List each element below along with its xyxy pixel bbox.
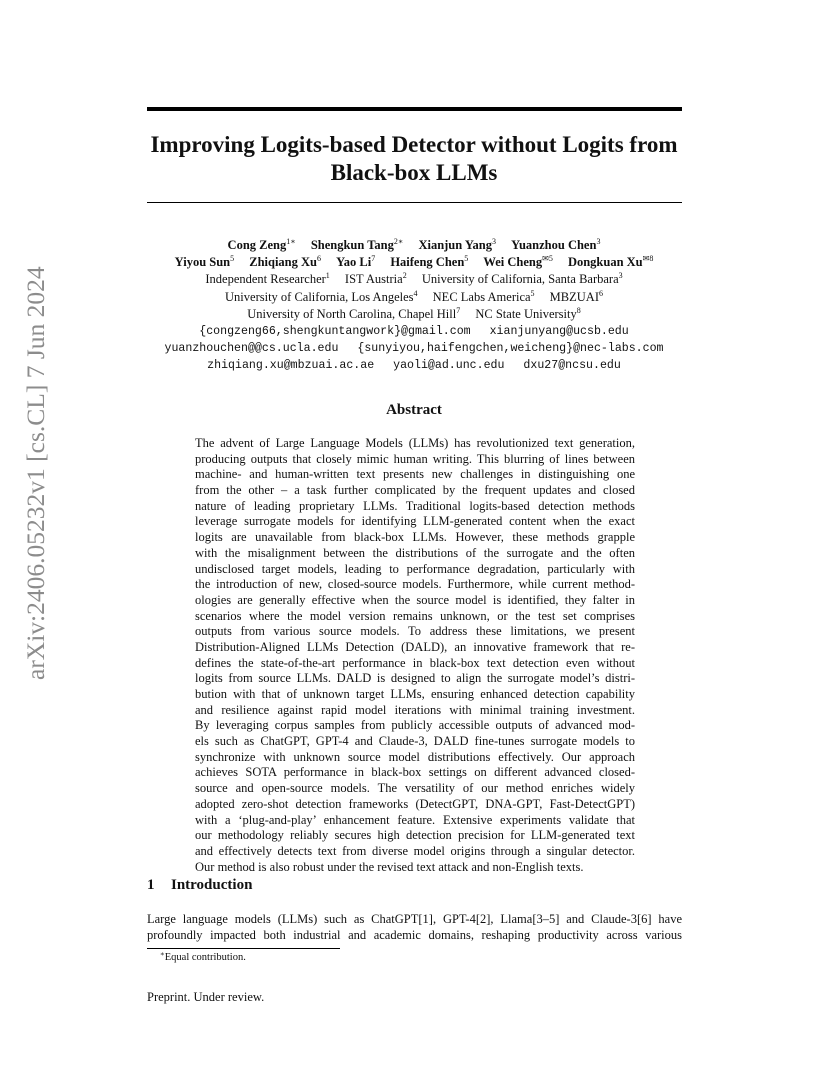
affiliation-mark: 8 [576, 305, 581, 315]
text-line: the introduction of new, closed-source models. Furthermore, while current method- [195, 577, 635, 592]
author-mark: ✉8 [642, 254, 654, 264]
text-line: logits from source LLMs. DALD is designed to align the surrogate model’s distri- [195, 671, 635, 686]
abstract-body [195, 436, 635, 875]
email-row-2 [100, 340, 728, 357]
text-line: nature of leading proprietary LLMs. Traditional logits-based detection methods [195, 498, 635, 513]
affiliation: IST Austria [344, 272, 403, 287]
author-name: Haifeng Chen [390, 255, 465, 270]
text-line: producing outputs that closely mimic human writing. This blurring of lines between [195, 451, 635, 466]
affiliation-mark: 5 [530, 288, 535, 298]
affiliation-mark: 7 [456, 305, 461, 315]
affiliation-mark: 6 [598, 288, 603, 298]
affiliation: NC State University [475, 306, 577, 321]
text-line: adopted zero-shot detection frameworks (DetectGPT, DNA-GPT, Fast-DetectGPT) [195, 796, 635, 811]
affiliation: MBZUAI [549, 289, 599, 304]
text-line: outputs from various source models. To address these limitations, we present [195, 624, 635, 639]
author-mark: 5 [464, 254, 469, 264]
email: yaoli@ad.unc.edu [393, 359, 505, 373]
author-name: Yiyou Sun [174, 255, 231, 270]
text-line: defines the state-of-the-art performance in black-box text detection even without [195, 655, 635, 670]
text-line: By leveraging corpus samples from publicly accessible outputs of advanced mod- [195, 718, 635, 733]
title-line-2: Black-box LLMs [330, 160, 498, 185]
affiliation-row-3 [100, 306, 728, 323]
arxiv-identifier: arXiv:2406.05232v1 [cs.CL] 7 Jun 2024 [21, 266, 50, 680]
author-mark: 7 [371, 254, 376, 264]
text-line: Our method is also robust under the revised text attack and non-English texts. [195, 859, 584, 874]
intro-paragraph [147, 911, 682, 943]
author-mark: 3 [491, 237, 496, 246]
footnote-rule [147, 948, 340, 949]
footnote [160, 952, 246, 963]
author-mark: 5 [230, 254, 235, 264]
email: zhiqiang.xu@mbzuai.ac.ae [207, 359, 375, 373]
affiliation: University of North Carolina, Chapel Hill [247, 306, 457, 321]
abstract-heading: Abstract [386, 402, 442, 418]
author-mark: 6 [317, 254, 321, 264]
text-line: with the misalignment between the distributions of the surrogate and the often [195, 545, 635, 560]
author-row-2 [100, 254, 728, 271]
paper-title [100, 131, 728, 187]
affiliation-mark: 1 [325, 271, 330, 281]
author-name: Wei Cheng [483, 255, 543, 270]
affiliation-row-1 [100, 271, 728, 288]
author-name: Yao Li [336, 255, 372, 270]
text-line: ologies are generally effective when the source model is identified, they falter in [195, 592, 635, 607]
preprint-notice: Preprint. Under review. [147, 990, 265, 1004]
author-row-1 [100, 237, 728, 254]
author-name: Cong Zeng [227, 238, 287, 252]
footnote-mark: ∗ [160, 950, 165, 958]
email: {sunyiyou,haifengchen,weicheng}@nec-labs.com [357, 342, 664, 356]
section-title: Introduction [171, 877, 253, 893]
text-line: bution with that of unknown target LLMs, ensuring enhanced detection capability [195, 687, 635, 701]
text-line: synchronize with unknown source model distributions effectively. Our approach [195, 749, 635, 764]
affiliation: NEC Labs America [432, 289, 531, 304]
text-line: source and open-source models. The versatility of our method enriches widely [195, 781, 635, 796]
text-line: Large language models (LLMs) such as ChatGPT[1], GPT-4[2], Llama[3–5] and Claude-3[6] have [147, 912, 682, 926]
author-name: Xianjun Yang [418, 238, 492, 252]
email: xianjunyang@ucsb.edu [489, 325, 629, 339]
text-line: logits are unavailable from black-box LLMs. However, these methods grapple [195, 530, 635, 545]
footnote-text: Equal contribution. [164, 952, 246, 963]
text-line: machine- and human-written text presents new challenges in distinguishing one [195, 467, 635, 482]
affiliation: Independent Researcher [205, 272, 326, 287]
affiliation: University of California, Los Angeles [225, 289, 414, 304]
section-number: 1 [147, 877, 155, 893]
text-line: achieves SOTA performance in black-box settings on different advanced closed- [195, 765, 635, 780]
text-line: with a ‘plug-and-play’ enhancement feature. Extensive experiments validate that [195, 812, 635, 827]
text-line: leverage surrogate models for identifying LLM-generated content when the exact [195, 514, 635, 529]
title-top-rule [147, 107, 682, 111]
text-line: scenarios where the model version remains unknown, or the test set comprises [195, 608, 635, 623]
email: {congzeng66,shengkuntangwork}@gmail.com [199, 325, 471, 339]
author-name: Dongkuan Xu [567, 255, 643, 270]
author-block [100, 237, 728, 375]
author-name: Yuanzhou Chen [511, 238, 597, 252]
email: yuanzhouchen@@cs.ucla.edu [164, 342, 339, 356]
text-line: profoundly impacted both industrial and academic domains, reshaping productivity across various [147, 928, 682, 942]
email-row-1 [100, 323, 728, 340]
affiliation-mark: 4 [413, 288, 418, 298]
author-mark: 2∗ [393, 237, 404, 246]
author-name: Zhiqiang Xu [249, 255, 317, 270]
affiliation-mark: 2 [402, 271, 407, 281]
email-row-3 [100, 357, 728, 374]
text-line: The advent of Large Language Models (LLMs) has revolutionized text generation, [195, 436, 635, 450]
text-line: Distribution-Aligned LLMs Detection (DALD), an innovative framework that re- [195, 639, 635, 654]
affiliation: University of California, Santa Barbara [421, 272, 619, 287]
title-line-1: Improving Logits-based Detector without Logits from [150, 132, 678, 157]
title-bottom-rule [147, 202, 682, 203]
text-line: els such as ChatGPT, GPT-4 and Claude-3, DALD fine-tunes surrogate models to [195, 734, 635, 749]
author-mark: 1∗ [286, 237, 296, 246]
affiliation-row-2 [100, 289, 728, 306]
author-mark: 3 [596, 237, 601, 246]
author-name: Shengkun Tang [310, 238, 394, 252]
text-line: our methodology reliably secures high detection precision for LLM-generated text [195, 828, 635, 843]
affiliation-mark: 3 [618, 271, 623, 281]
text-line: and effectively detects text from diverse model origins through a singular detector. [195, 843, 635, 858]
text-line: from the other – a task further complicated by the frequent updates and closed [195, 483, 635, 498]
text-line: undisclosed target models, leading to performance degradation, particularly with [195, 561, 635, 576]
section-heading [147, 877, 252, 894]
author-mark: ✉5 [542, 254, 553, 264]
email: dxu27@ncsu.edu [523, 359, 621, 373]
text-line: and resilience against rapid model iterations with minimal training investment. [195, 702, 635, 717]
